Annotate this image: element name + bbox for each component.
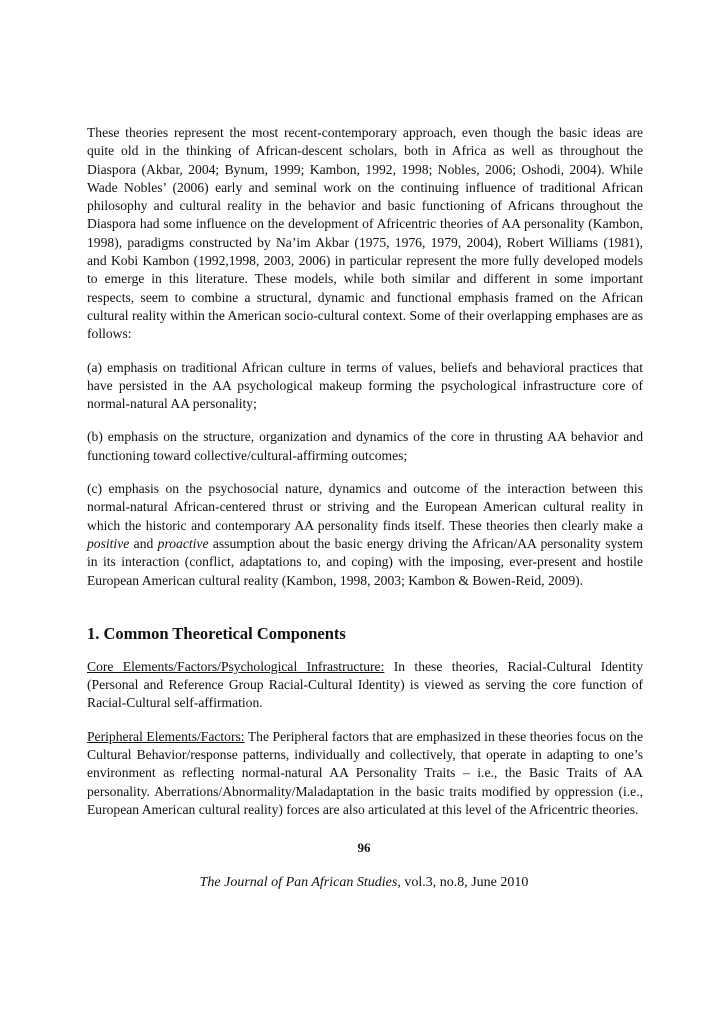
journal-title: The Journal of Pan African Studies (199, 875, 398, 890)
peripheral-elements-text: The Peripheral factors that are emphasized in these theories focus on the Cultural Behavior/response patterns, individually and collectively, that operate in adapting to one’s environment as reflecting normal-natural AA Personality Traits – i.e., the Basic Traits of AA personality. Aberrations/Abnormality/Maladaptation in the basic traits modified by oppression (i.e., European American cultural reality) forces are also articulated at this level of the Africentric theories. (87, 728, 644, 817)
paragraph-c-text-2: and (129, 535, 158, 551)
page-number: 96 (357, 840, 371, 855)
paragraph-c-text-1: (c) emphasis on the psychosocial nature, dynamics and outcome of the interaction between this normal-natural African-centered thrust or striving and the European American cultural reality in which the historic and contemporary AA personality finds itself. These theories then clearly make a (87, 481, 643, 533)
core-elements-label: Core Elements/Factors/Psychological Infrastructure: (87, 658, 385, 674)
emphasis-positive: positive (87, 535, 130, 551)
paragraph-core-elements (87, 658, 643, 713)
core-elements-text: In these theories, Racial-Cultural Identity (Personal and Reference Group Racial-Cultural Identity) is viewed as serving the core function of Racial-Cultural self-affirmation. (87, 658, 644, 711)
paragraph-intro: These theories represent the most recent-contemporary approach, even though the basic ideas are quite old in the thinking of African-descent scholars, both in Africa as well as throughout the Diaspora (Akbar, 2004; Bynum, 1999; Kambon, 1992, 1998; Nobles, 2006; Oshodi, 2004). While Wade Nobles’ (2006) early and seminal work on the continuing influence of traditional African philosophy and cultural reality in the behavior and basic functioning of Africans throughout the Diaspora had some influence on the development of Africentric theories of AA personality (Kambon, 1998), paradigms constructed by Na’im Akbar (1975, 1976, 1979, 2004), Robert Williams (1981), and Kobi Kambon (1992,1998, 2003, 2006) in particular represent the more fully developed models to emerge in this literature. These models, while both similar and different in some important respects, seem to combine a structural, dynamic and functional emphasis framed on the African cultural reality within the American socio-cultural context. Some of their overlapping emphases are as follows: (87, 125, 643, 342)
peripheral-elements-label: Peripheral Elements/Factors: (87, 728, 245, 744)
journal-issue: , vol.3, no.8, June 2010 (397, 875, 529, 890)
paragraph-emphasis-c (87, 480, 643, 590)
paragraph-peripheral-elements (87, 728, 643, 819)
paragraph-c-text-3: assumption about the basic energy driving the African/AA personality system in its interaction (conflict, adaptations to, and coping) with the imposing, ever-present and hostile European American cultural reality (Kambon, 1998, 2003; Kambon & Bowen-Reid, 2009). (87, 535, 643, 588)
paragraph-emphasis-b: (b) emphasis on the structure, organization and dynamics of the core in thrusting AA behavior and functioning toward collective/cultural-affirming outcomes; (87, 429, 643, 463)
paragraph-emphasis-a: (a) emphasis on traditional African culture in terms of values, beliefs and behavioral practices that have persisted in the AA psychological makeup forming the psychological infrastructure core of normal-natural AA personality; (87, 359, 643, 412)
body-text (87, 124, 643, 834)
section-heading: 1. Common Theoretical Components (87, 623, 346, 643)
emphasis-proactive: proactive (157, 535, 209, 551)
journal-footer (0, 875, 728, 891)
